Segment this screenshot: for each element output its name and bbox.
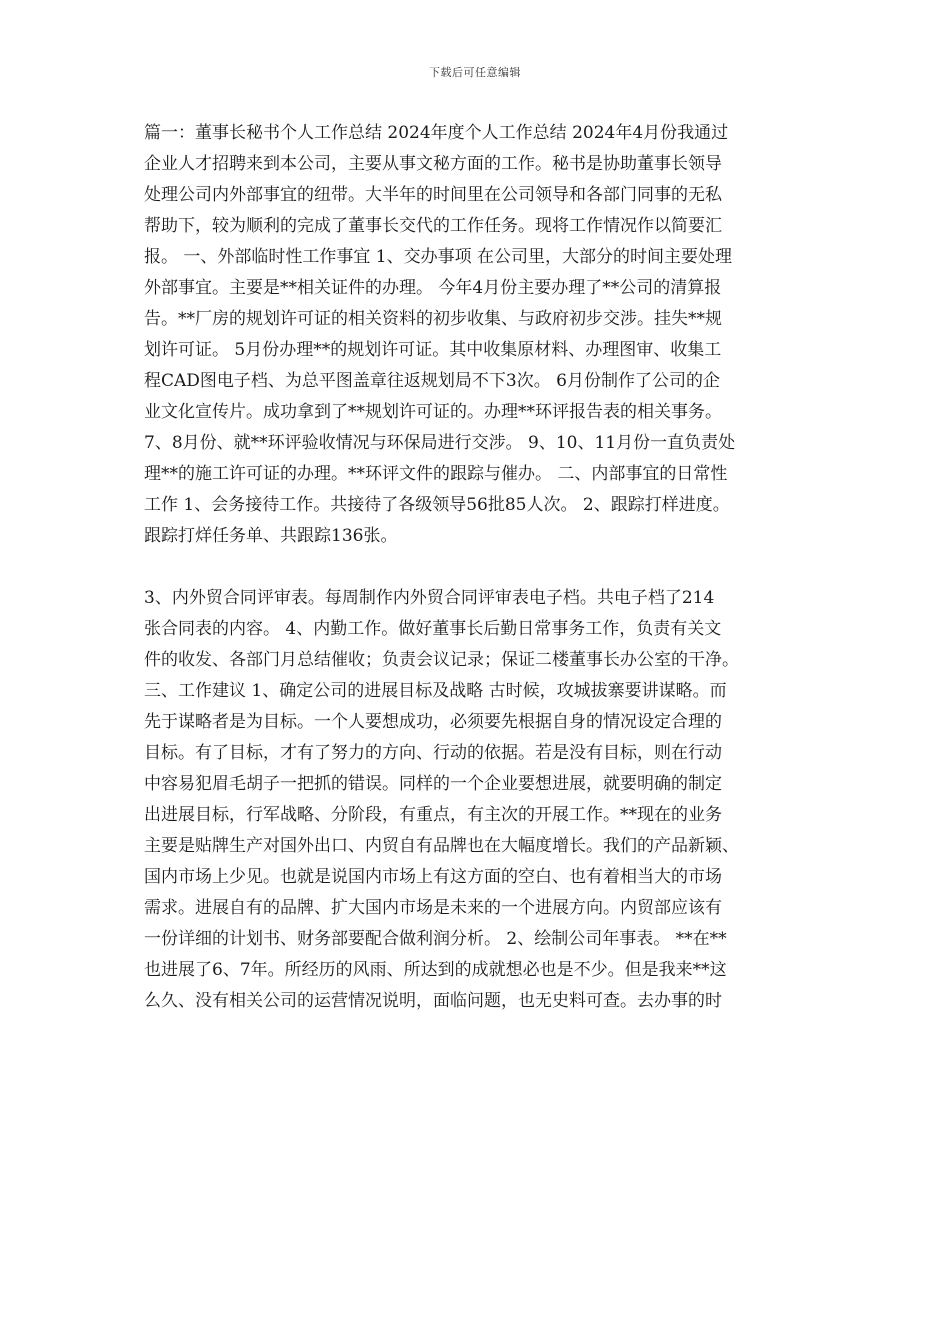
text-line: 也进展了6、7年。所经历的风雨、所达到的成就想必也是不少。但是我来**这 bbox=[144, 960, 727, 980]
text-line: 理**的施工许可证的办理。**环评文件的跟踪与催办。 二、内部事宜的日常性 bbox=[144, 464, 728, 484]
text-line: 需求。进展自有的品牌、扩大国内市场是未来的一个进展方向。内贸部应该有 bbox=[144, 898, 722, 918]
text-line: 处理公司内外部事宜的纽带。大半年的时间里在公司领导和各部门同事的无私 bbox=[144, 185, 722, 205]
text-line: 么久、没有相关公司的运营情况说明，面临问题，也无史料可查。去办事的时 bbox=[144, 991, 722, 1011]
text-line: 7、8月份、就**环评验收情况与环保局进行交涉。 9、10、11月份一直负责处 bbox=[144, 433, 736, 453]
text-line: 三、工作建议 1、确定公司的进展目标及战略 古时候，攻城拔寨要讲谋略。而 bbox=[144, 681, 727, 701]
text-line: 中容易犯眉毛胡子一把抓的错误。同样的一个企业要想进展，就要明确的制定 bbox=[144, 774, 722, 794]
text-line: 企业人才招聘来到本公司，主要从事文秘方面的工作。秘书是协助董事长领导 bbox=[144, 154, 722, 174]
text-line: 业文化宣传片。成功拿到了**规划许可证的。办理**环评报告表的相关事务。 bbox=[144, 402, 722, 422]
text-line: 程CAD图电子档、为总平图盖章往返规划局不下3次。 6月份制作了公司的企 bbox=[144, 371, 720, 391]
text-line: 目标。有了目标，才有了努力的方向、行动的依据。若是没有目标，则在行动 bbox=[144, 743, 722, 763]
text-line: 先于谋略者是为目标。一个人要想成功，必须要先根据自身的情况设定合理的 bbox=[144, 712, 722, 732]
text-line: 划许可证。 5月份办理**的规划许可证。其中收集原材料、办理图审、收集工 bbox=[144, 340, 722, 360]
text-line: 3、内外贸合同评审表。每周制作内外贸合同评审表电子档。共电子档了214 bbox=[144, 588, 715, 608]
text-line: 出进展目标，行军战略、分阶段，有重点，有主次的开展工作。**现在的业务 bbox=[144, 805, 722, 825]
text-line: 张合同表的内容。 4、内勤工作。做好董事长后勤日常事务工作，负责有关文 bbox=[144, 619, 722, 639]
text-line: 工作 1、会务接待工作。共接待了各级领导56批85人次。 2、跟踪打样进度。 bbox=[144, 495, 730, 515]
text-line: 告。**厂房的规划许可证的相关资料的初步收集、与政府初步交涉。挂失**规 bbox=[144, 309, 722, 329]
text-line: 一份详细的计划书、财务部要配合做利润分析。 2、绘制公司年事表。 **在** bbox=[144, 929, 727, 949]
header-note: 下载后可任意编辑 bbox=[429, 66, 521, 79]
text-line: 件的收发、各部门月总结催收；负责会议记录；保证二楼董事长办公室的干净。 bbox=[144, 650, 739, 670]
text-line: 国内市场上少见。也就是说国内市场上有这方面的空白、也有着相当大的市场 bbox=[144, 867, 722, 887]
paragraph-gap bbox=[144, 552, 808, 583]
text-line: 主要是贴牌生产对国外出口、内贸自有品牌也在大幅度增长。我们的产品新颖、 bbox=[144, 836, 739, 856]
document-body bbox=[144, 118, 808, 1017]
text-line: 帮助下，较为顺利的完成了董事长交代的工作任务。现将工作情况作以简要汇 bbox=[144, 216, 722, 236]
text-line: 篇一：董事长秘书个人工作总结 2024年度个人工作总结 2024年4月份我通过 bbox=[144, 123, 729, 143]
text-line: 报。 一、外部临时性工作事宜 1、交办事项 在公司里，大部分的时间主要处理 bbox=[144, 247, 733, 267]
text-line: 外部事宜。主要是**相关证件的办理。 今年4月份主要办理了**公司的清算报 bbox=[144, 278, 722, 298]
text-line: 跟踪打烊任务单、共跟踪136张。 bbox=[144, 526, 398, 546]
